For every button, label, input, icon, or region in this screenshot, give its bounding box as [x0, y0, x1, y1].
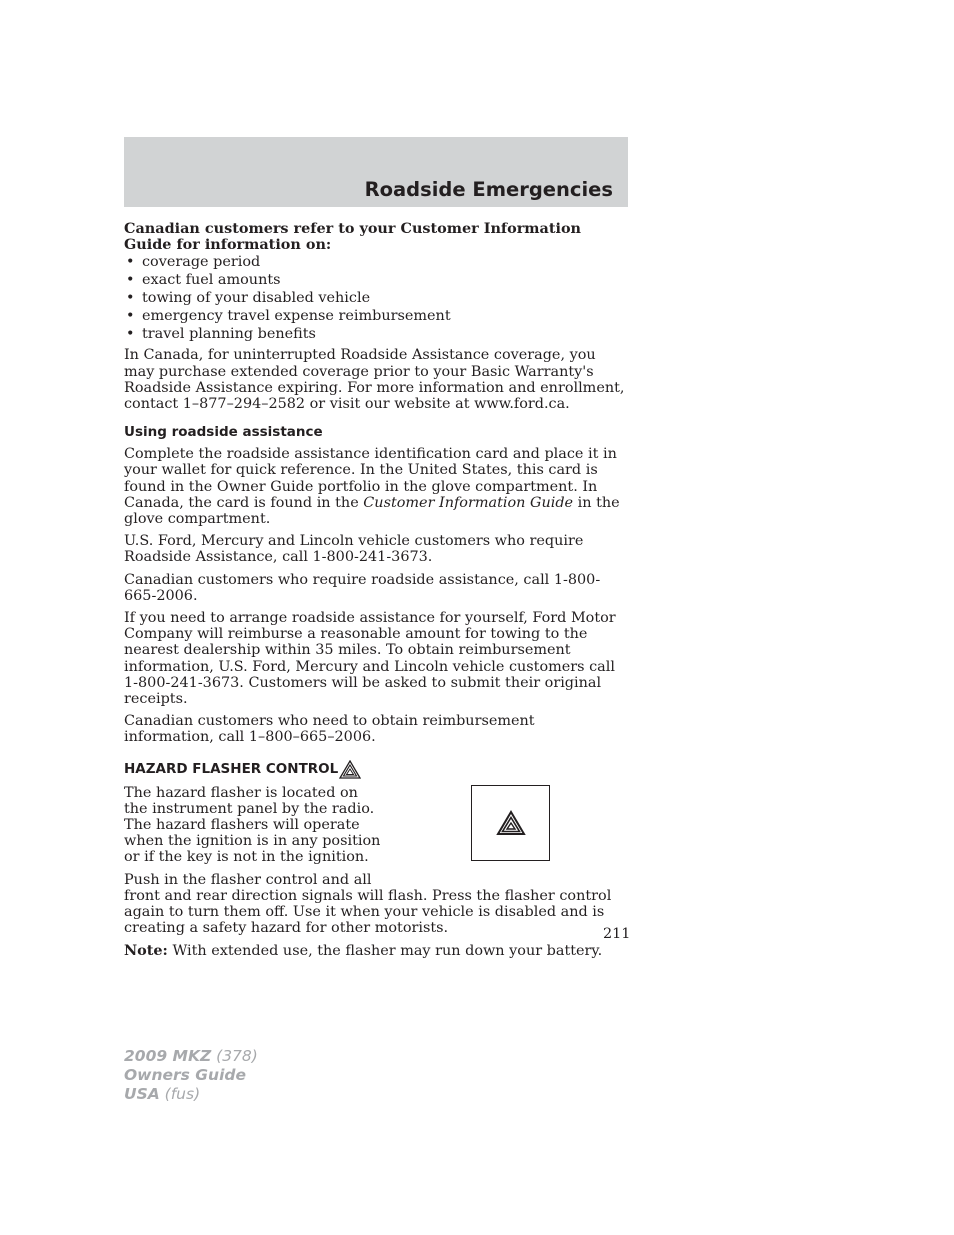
bullet-icon: •	[126, 272, 135, 289]
footer-line-model: 2009 MKZ (378)	[124, 1047, 258, 1065]
footer-line-guide: Owners Guide	[124, 1066, 246, 1084]
hazard-note: Note: With extended use, the flasher may run down your battery.	[124, 941, 603, 959]
hazard-section	[124, 784, 631, 959]
list-item: • emergency travel expense reimbursement	[126, 308, 451, 325]
using-paragraph-4: If you need to arrange roadside assistance for yourself, Ford Motor Company will reimburse a reasonable amount for towing to the nearest dealership within 35 miles. To obtain reimbursement information, U.S. Ford, Mercury and Lincoln vehicle customers call 1-800-241-3673. Customers will be asked to submit their original receipts.	[124, 610, 616, 708]
bullet-icon: •	[126, 308, 135, 325]
hazard-button-illustration	[471, 785, 550, 861]
bullet-icon: •	[126, 254, 135, 271]
bullet-icon: •	[126, 290, 135, 307]
using-paragraph-5: Canadian customers who need to obtain reimbursement information, call 1–800–665–2006.	[124, 713, 535, 746]
footer-edition-info	[124, 1047, 258, 1104]
intro-bold-text: Canadian customers refer to your Customer Information Guide for information on:	[124, 220, 582, 254]
bullet-icon: •	[126, 326, 135, 343]
list-item: • exact fuel amounts	[126, 272, 281, 289]
using-roadside-heading: Using roadside assistance	[124, 424, 323, 441]
section-header-band	[124, 137, 628, 207]
hazard-paragraph-2: Push in the flasher control and all front and rear direction signals will flash. Press the flasher control again to turn them off. Use it when your vehicle is disabled and is creating a safety hazard for other motorists.	[124, 871, 612, 937]
page-number: 211	[603, 926, 631, 942]
list-item: • coverage period	[126, 254, 261, 271]
canada-coverage-paragraph: In Canada, for uninterrupted Roadside Assistance coverage, you may purchase extended coverage prior to your Basic Warranty's Roadside Assistance expiring. For more information and enrollment, contact 1–877–294–2582 or visit our website at www.ford.ca.	[124, 347, 625, 413]
hazard-paragraph-1: The hazard flasher is located on the instrument panel by the radio. The hazard flashers will operate when the ignition is in any position or if the key is not in the ignition.	[124, 784, 381, 866]
hazard-triangle-icon	[339, 760, 361, 779]
list-item: • travel planning benefits	[126, 326, 316, 343]
using-paragraph-1: Complete the roadside assistance identification card and place it in your wallet for quick reference. In the United States, this card is found in the Owner Guide portfolio in the glove compartment. In Canada, the card is found in the Customer Information Guide in the glove compartment.	[124, 446, 620, 528]
page-content	[124, 220, 631, 965]
hazard-flasher-heading: HAZARD FLASHER CONTROL	[124, 760, 628, 779]
using-paragraph-2: U.S. Ford, Mercury and Lincoln vehicle customers who require Roadside Assistance, call 1-800-241-3673.	[124, 533, 584, 566]
section-title: Roadside Emergencies	[364, 178, 613, 201]
hazard-triangle-icon	[496, 810, 526, 836]
list-item: • towing of your disabled vehicle	[126, 290, 371, 307]
footer-line-region: USA (fus)	[124, 1085, 201, 1103]
intro-bullet-list	[124, 253, 628, 343]
using-paragraph-3: Canadian customers who require roadside assistance, call 1-800-665-2006.	[124, 571, 601, 604]
